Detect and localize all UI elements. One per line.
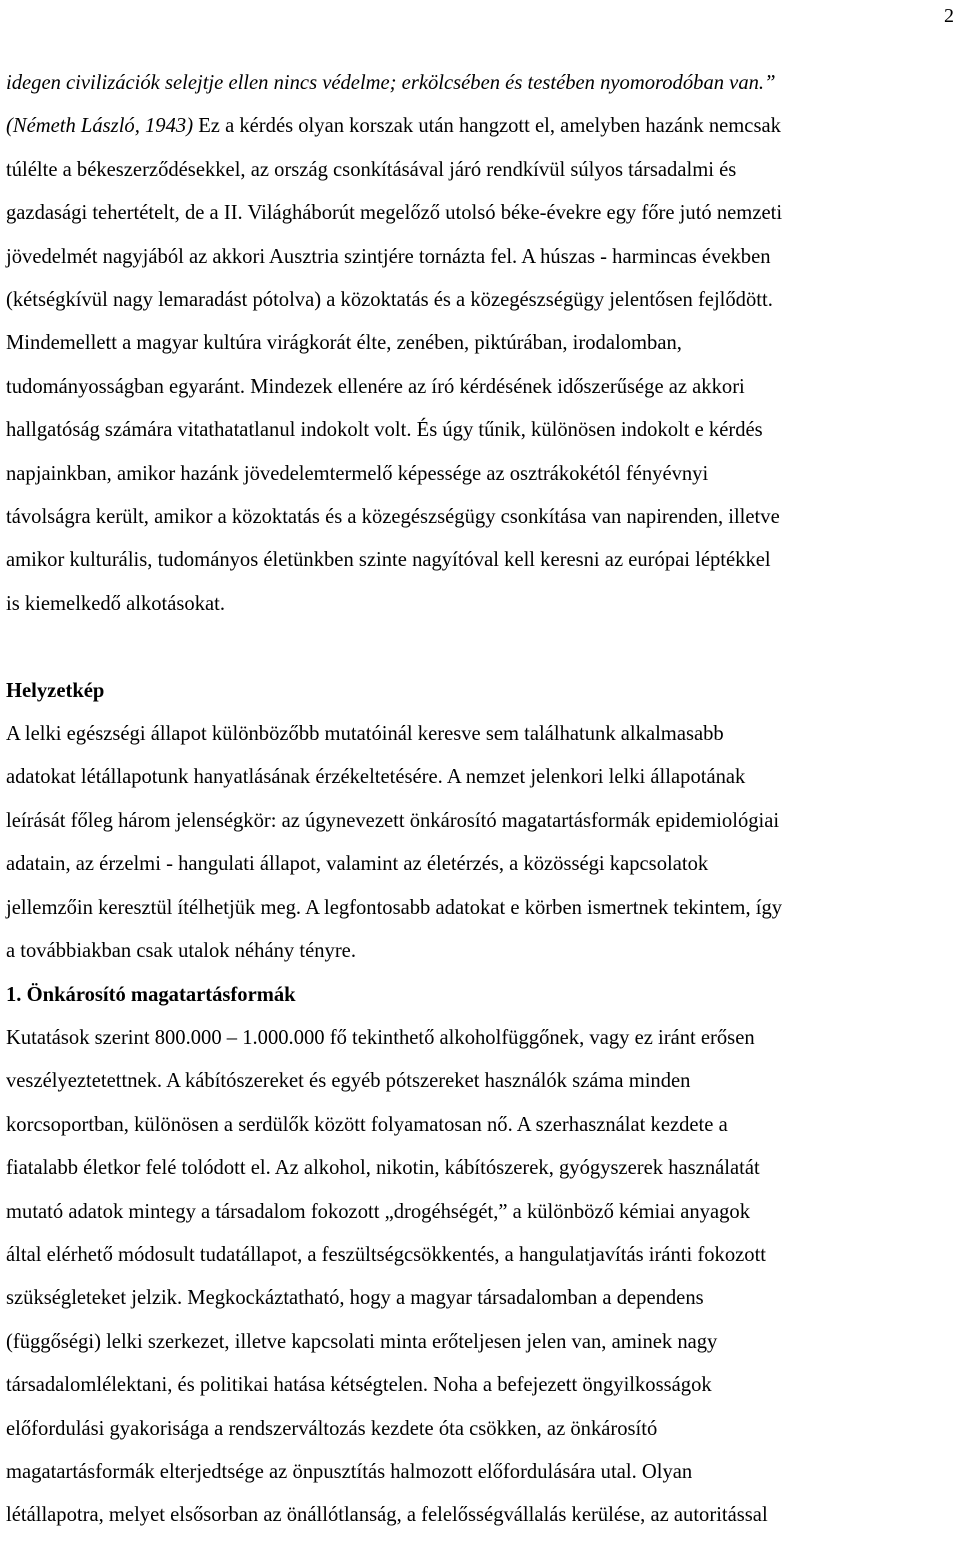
- section-heading-onkarosito: 1. Önkárosító magatartásformák: [6, 983, 296, 1006]
- helyzetkep-line-4: jellemzőin keresztül ítélhetjük meg. A legfontosabb adatokat e körben ismertnek tekintem, így: [6, 896, 783, 919]
- intro-line-5: (kétségkívül nagy lemaradást pótolva) a közoktatás és a közegészségügy jelentősen fejlődött.: [6, 289, 773, 312]
- onkarosito-line-1: veszélyeztetettnek. A kábítószereket és egyéb pótszereket használók száma minden: [6, 1070, 691, 1093]
- section-gap: [6, 626, 958, 669]
- intro-line-10: távolságra került, amikor a közoktatás és a közegészségügy csonkítása van napirenden, illetve: [6, 506, 780, 529]
- onkarosito-line-5: által elérhető módosult tudatállapot, a feszültségcsökkentés, a hangulatjavítás iránti fokozott: [6, 1243, 767, 1266]
- intro-line-text: Ez a kérdés olyan korszak után hangzott el, amelyben hazánk nemcsak: [193, 115, 781, 138]
- helyzetkep-line-1: adatokat létállapotunk hanyatlásának érzékeltetésére. A nemzet jelenkori lelki állapotának: [6, 766, 746, 789]
- intro-line-8: hallgatóság számára vitathatatlanul indokolt volt. És úgy tűnik, különösen indokolt e kérdés: [6, 419, 763, 442]
- intro-line-9: napjainkban, amikor hazánk jövedelemtermelő képessége az osztrákokétól fényévnyi: [6, 462, 709, 485]
- intro-line-2: túlélte a békeszerződésekkel, az ország csonkításával járó rendkívül súlyos társadalmi és: [6, 158, 737, 181]
- intro-line-0: [6, 62, 958, 105]
- helyzetkep-line-5: a továbbiakban csak utalok néhány tényre.: [6, 940, 356, 963]
- onkarosito-line-3: fiatalabb életkor felé tolódott el. Az alkohol, nikotin, kábítószerek, gyógyszerek használatát: [6, 1157, 760, 1180]
- intro-line-6: Mindemellett a magyar kultúra virágkorát élte, zenében, piktúrában, irodalomban,: [6, 332, 682, 355]
- onkarosito-line-8: társadalomlélektani, és politikai hatása kétségtelen. Noha a befejezett öngyilkosságok: [6, 1374, 712, 1397]
- onkarosito-line-9: előfordulási gyakorisága a rendszerváltozás kezdete óta csökken, az önkárosító: [6, 1417, 658, 1440]
- onkarosito-line-10: magatartásformák elterjedtsége az önpusztítás halmozott előfordulására utal. Olyan: [6, 1460, 693, 1483]
- intro-line-3: gazdasági tehertételt, de a II. Világháborút megelőző utolsó béke-évekre egy főre jutó nemzeti: [6, 202, 783, 225]
- helyzetkep-line-0: A lelki egészségi állapot különbözőbb mutatóinál keresve sem találhatunk alkalmasabb: [6, 723, 724, 746]
- intro-line-12: is kiemelkedő alkotásokat.: [6, 592, 226, 615]
- helyzetkep-line-3: adatain, az érzelmi - hangulati állapot, valamint az életérzés, a közösségi kapcsolatok: [6, 853, 709, 876]
- intro-citation: (Németh László, 1943): [6, 115, 194, 138]
- onkarosito-line-11: létállapotra, melyet elsősorban az önállótlanság, a felelősségvállalás kerülése, az autoritással: [6, 1504, 768, 1527]
- page-number: 2: [944, 5, 954, 27]
- intro-line-4: jövedelmét nagyjából az akkori Ausztria szintjére tornázta fel. A húszas - harmincas években: [6, 245, 771, 268]
- intro-quote-text: idegen civilizációk selejtje ellen nincs védelme; erkölcsében és testében nyomorodóban van.”: [6, 72, 776, 94]
- intro-line-1: [6, 105, 958, 148]
- onkarosito-line-7: (függőségi) lelki szerkezet, illetve kapcsolati minta erőteljesen jelen van, aminek nagy: [6, 1330, 718, 1353]
- onkarosito-line-4: mutató adatok mintegy a társadalom fokozott „drogéhségét,” a különböző kémiai anyagok: [6, 1200, 750, 1223]
- section-heading-helyzetkep: Helyzetkép: [6, 679, 105, 702]
- helyzetkep-line-2: leírását főleg három jelenségkör: az úgynevezett önkárosító magatartásformák epidemiológiai: [6, 809, 780, 832]
- onkarosito-line-6: szükségleteket jelzik. Megkockáztatható, hogy a magyar társadalomban a dependens: [6, 1287, 704, 1310]
- document-body: [6, 62, 958, 1538]
- onkarosito-line-2: korcsoportban, különösen a serdülők között folyamatosan nő. A szerhasználat kezdete a: [6, 1113, 728, 1136]
- onkarosito-line-0: Kutatások szerint 800.000 – 1.000.000 fő tekinthető alkoholfüggőnek, vagy ez iránt erősen: [6, 1026, 755, 1049]
- intro-line-11: amikor kulturális, tudományos életünkben szinte nagyítóval kell keresni az európai léptékkel: [6, 549, 771, 572]
- intro-line-7: tudományosságban egyaránt. Mindezek ellenére az író kérdésének időszerűsége az akkori: [6, 375, 745, 398]
